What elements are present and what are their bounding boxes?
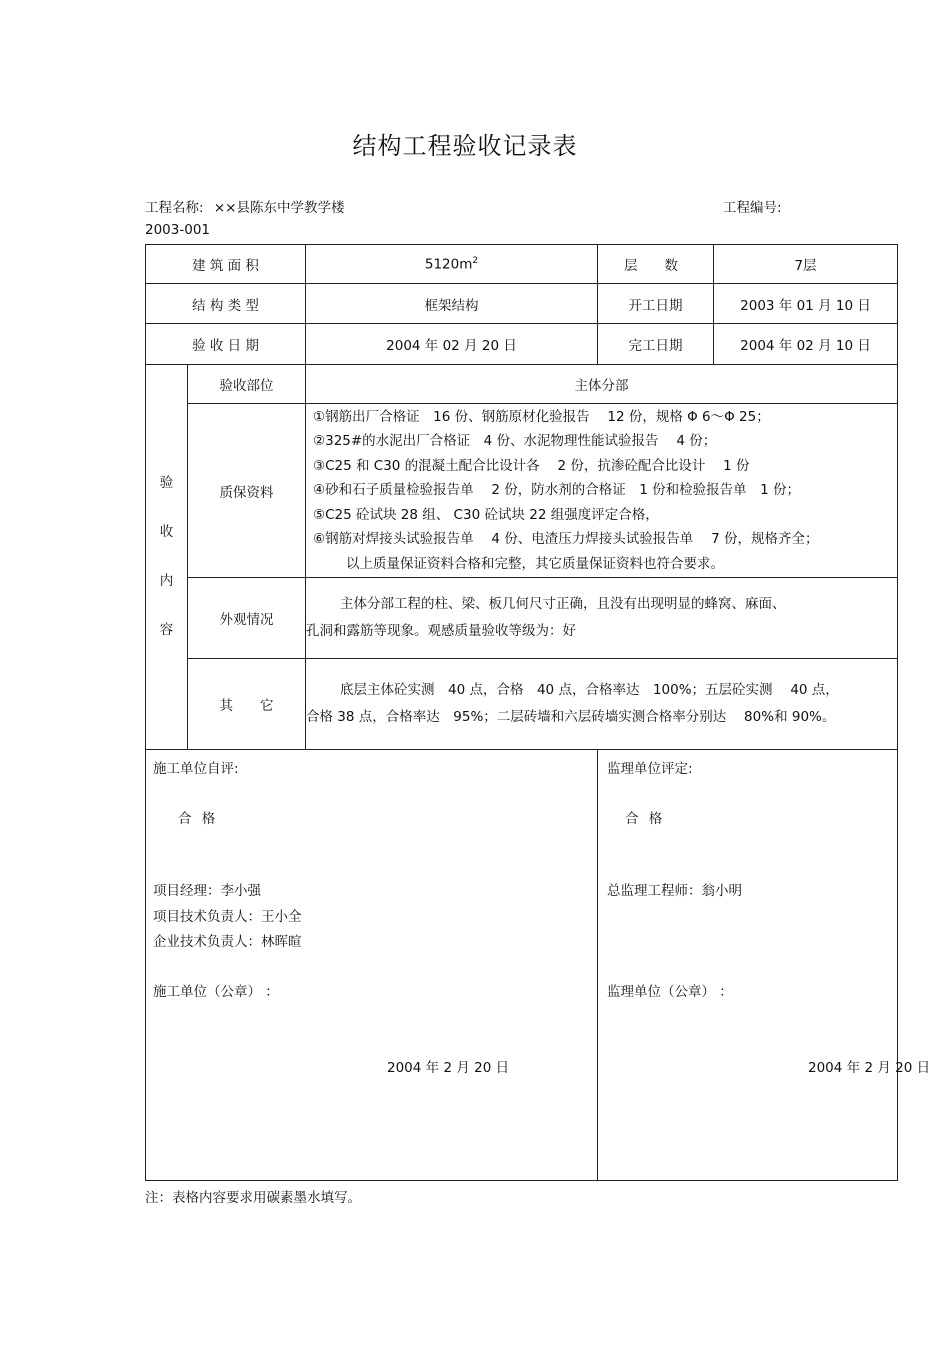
quality-line: ⑥钢筋对焊接头试验报告单 4 份、电渣压力焊接头试验报告单 7 份，规格齐全； (313, 531, 819, 548)
contractor-heading: 施工单位自评: (153, 761, 239, 777)
contractor-seal: 施工单位（公章） ： (153, 984, 279, 1000)
project-name-label: 工程名称: (145, 200, 204, 216)
appearance-line: 孔洞和露筋等现象。观感质量验收等级为：好 (306, 623, 576, 639)
structure-label: 结 构 类 型 (146, 284, 306, 324)
accept-date-value: 2004 年 02 月 20 日 (306, 324, 598, 365)
area-value: 5120m (424, 256, 473, 273)
footnote: 注：表格内容要求用碳素墨水填写。 (145, 1190, 361, 1206)
corp-tech-lead: 企业技术负责人：林晖暄 (153, 934, 302, 950)
appearance-label: 外观情况 (188, 578, 306, 659)
finish-date-label: 完工日期 (598, 324, 714, 365)
supervisor-result: 合 格 (625, 811, 666, 827)
other-line: 底层主体砼实测 40 点，合格 40 点，合格率达 100%；五层砼实测 40 点， (340, 682, 839, 698)
supervisor-date: 2004 年 2 月 20 日 (808, 1060, 931, 1076)
structure-value: 框架结构 (306, 284, 598, 324)
project-name: ××县陈东中学教学楼 (213, 200, 345, 216)
floors-label: 层 数 (598, 245, 714, 284)
quality-line: ④砂和石子质量检验报告单 2 份，防水剂的合格证 1 份和检验报告单 1 份； (313, 482, 801, 499)
supervisor-heading: 监理单位评定: (607, 761, 693, 777)
finish-date-value: 2004 年 02 月 10 日 (714, 324, 898, 365)
appearance-line: 主体分部工程的柱、梁、板几何尺寸正确，且没有出现明显的蜂窝、麻面、 (340, 596, 786, 612)
area-label: 建 筑 面 积 (146, 245, 306, 284)
accept-date-label: 验 收 日 期 (146, 324, 306, 365)
quality-label: 质保资料 (188, 404, 306, 578)
project-tech-lead: 项目技术负责人：王小全 (153, 909, 302, 925)
other-label: 其 它 (188, 659, 306, 750)
part-label: 验收部位 (188, 365, 306, 404)
quality-line: ⑤C25 砼试块 28 组、 C30 砼试块 22 组强度评定合格， (313, 506, 659, 523)
contractor-date: 2004 年 2 月 20 日 (387, 1060, 510, 1076)
part-value: 主体分部 (306, 365, 898, 404)
other-text (306, 659, 898, 750)
quality-line: ②325#的水泥出厂合格证 4 份、水泥物理性能试验报告 4 份； (313, 433, 717, 450)
supervisor-evaluation (598, 750, 931, 1181)
vertical-char: 内 (159, 573, 174, 589)
vertical-char: 收 (159, 524, 174, 540)
acceptance-content-label (146, 365, 188, 750)
quality-line: ①钢筋出厂合格证 16 份、钢筋原材化验报告 12 份，规格 Φ 6～Φ 25； (313, 408, 770, 425)
page-title: 结构工程验收记录表 (352, 132, 578, 160)
appearance-text (306, 578, 898, 659)
quality-docs (306, 404, 898, 578)
project-no-label: 工程编号: (723, 200, 782, 216)
chief-supervisor: 总监理工程师：翁小明 (607, 883, 742, 899)
area-sup: 2 (472, 255, 479, 266)
other-line: 合格 38 点，合格率达 95%；二层砖墙和六层砖墙实测合格率分别达 80%和 90%。 (306, 709, 836, 725)
start-date-value: 2003 年 01 月 10 日 (714, 284, 898, 324)
project-name-row (145, 196, 344, 216)
floors-value: 7层 (714, 245, 898, 284)
vertical-char: 容 (159, 622, 174, 638)
supervisor-seal: 监理单位（公章） ： (607, 984, 733, 1000)
contractor-evaluation (146, 750, 598, 1181)
quality-line: ③C25 和 C30 的混凝土配合比设计各 2 份，抗渗砼配合比设计 1 份 (313, 457, 750, 474)
acceptance-table (145, 244, 931, 1181)
contractor-result: 合 格 (178, 811, 219, 827)
area-cell (306, 245, 598, 284)
project-manager: 项目经理：李小强 (153, 883, 261, 899)
start-date-label: 开工日期 (598, 284, 714, 324)
vertical-char: 验 (159, 475, 174, 491)
project-no: 2003-001 (145, 222, 210, 238)
quality-summary: 以上质量保证资料合格和完整，其它质量保证资料也符合要求。 (346, 555, 724, 572)
